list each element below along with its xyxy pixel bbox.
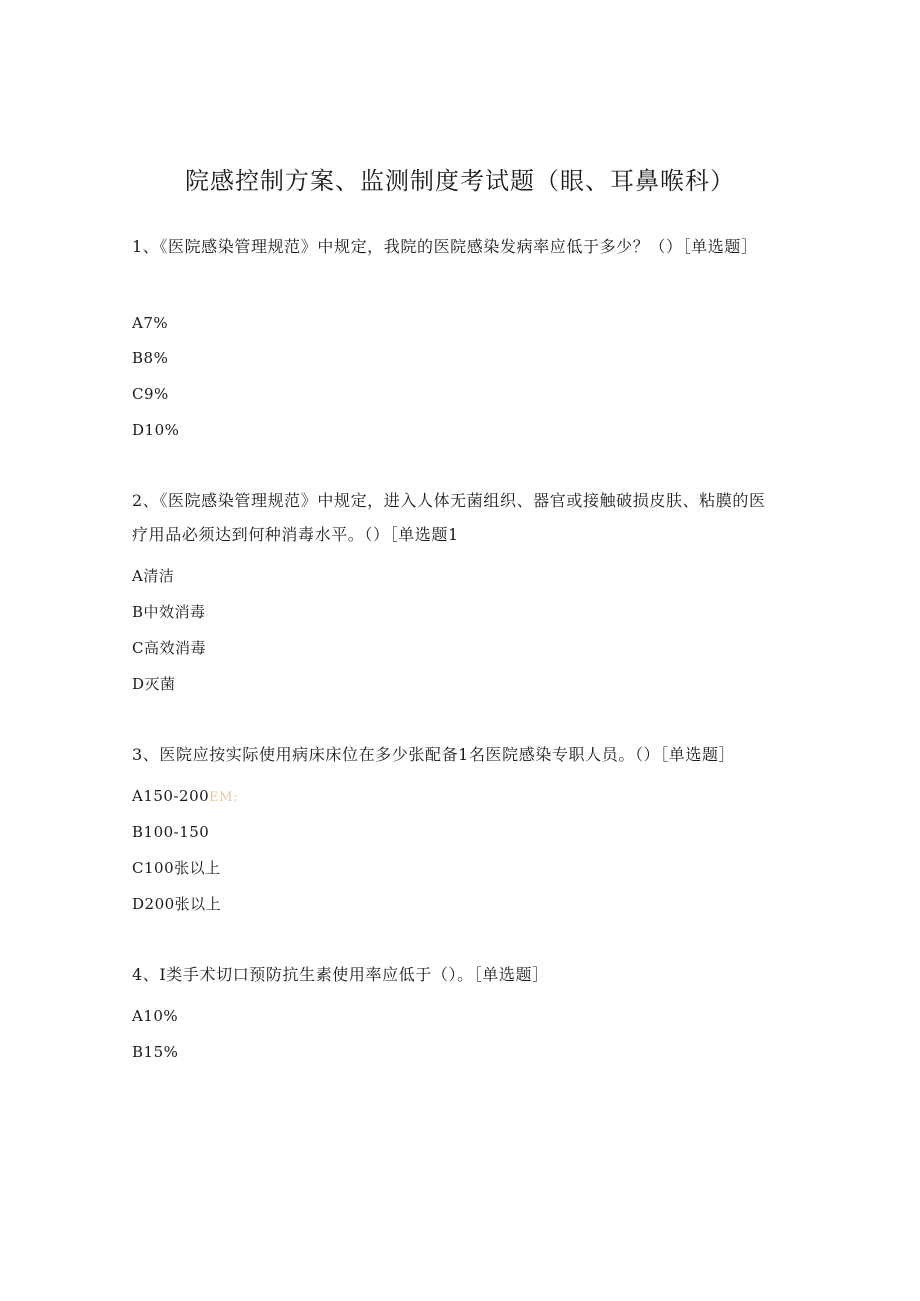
question-4-option-a: A10% — [132, 1007, 179, 1025]
scan-artifact: EM: — [209, 790, 238, 805]
question-3: 3、医院应按实际使用病床床位在多少张配备1名医院感染专职人员。（）［单选题］ — [132, 745, 736, 764]
question-4: 4、I类手术切口预防抗生素使用率应低于（）。［单选题］ — [132, 965, 549, 984]
question-3-option-b: B100-150 — [132, 823, 210, 841]
question-1-option-b: B8% — [132, 349, 169, 367]
question-4-option-b: B15% — [132, 1043, 179, 1061]
question-1-option-c: C9% — [132, 385, 169, 403]
question-3-option-a — [132, 786, 238, 808]
question-2-option-c: C高效消毒 — [132, 639, 206, 657]
question-2-option-b: B中效消毒 — [132, 603, 206, 621]
question-2-option-a: A清洁 — [132, 567, 175, 585]
question-2: 2、《医院感染管理规范》中规定，进入人体无菌组织、器官或接触破损皮肤、粘膜的医疗用品必须达到何种消毒水平。（）［单选题1 — [132, 491, 766, 544]
question-3-option-a-label: A150-200 — [132, 787, 210, 805]
page-title: 院感控制方案、监测制度考试题（眼、耳鼻喉科） — [185, 167, 735, 195]
question-1: 1、《医院感染管理规范》中规定，我院的医院感染发病率应低于多少？（）［单选题］ — [132, 237, 758, 256]
question-1-option-d: D10% — [132, 421, 180, 439]
question-3-option-c: C100张以上 — [132, 859, 221, 877]
question-1-option-a: A7% — [132, 314, 169, 332]
question-2-option-d: D灭菌 — [132, 675, 176, 693]
question-3-option-d: D200张以上 — [132, 895, 222, 913]
